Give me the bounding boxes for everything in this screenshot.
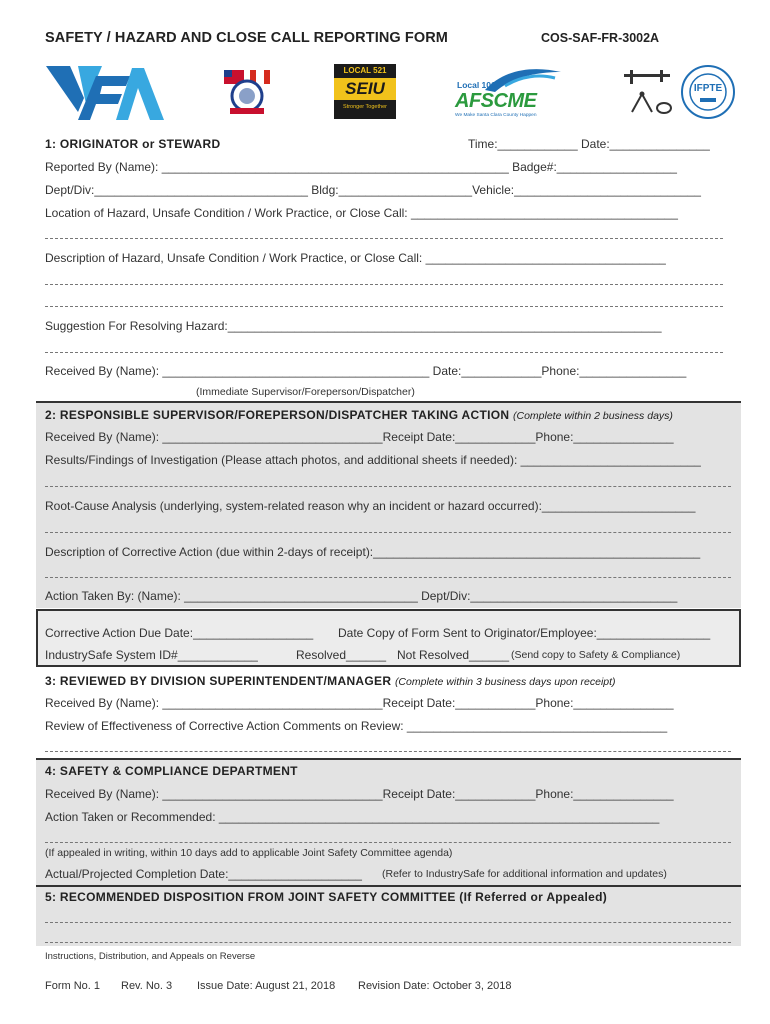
dept-bldg-vehicle-fields[interactable]: Dept/Div:________________________________ Bldg:____________________Vehicle:____________________________ (45, 183, 701, 197)
location-field[interactable]: Location of Hazard, Unsafe Condition / Work Practice, or Close Call: ________________________________________ (45, 206, 678, 220)
section2-title: 2: RESPONSIBLE SUPERVISOR/FOREPERSON/DISPATCHER TAKING ACTION (45, 408, 510, 422)
footer-rev-no: Rev. No. 3 (121, 980, 173, 992)
section2-heading (45, 408, 673, 422)
send-copy-note: (Send copy to Safety & Compliance) (511, 649, 681, 661)
afscme-text: AFSCME (455, 90, 537, 112)
section4-received-by-field[interactable]: Received By (Name): _________________________________Receipt Date:____________Phone:_______________ (45, 787, 674, 801)
seiu-tagline: Stronger Together (343, 104, 387, 110)
instructions-note: Instructions, Distribution, and Appeals on Reverse (45, 951, 256, 962)
action-recommended-line-2[interactable] (45, 842, 731, 843)
resolved-field[interactable]: Resolved______ (296, 648, 387, 662)
suggestion-field[interactable]: Suggestion For Resolving Hazard:_________________________________________________________________ (45, 319, 662, 333)
results-line-2[interactable] (45, 486, 731, 487)
section5-heading: 5: RECOMMENDED DISPOSITION FROM JOINT SAFETY COMMITTEE (If Referred or Appealed) (45, 890, 608, 904)
vta-logo (44, 64, 166, 122)
section3-title: 3: REVIEWED BY DIVISION SUPERINTENDENT/MANAGER (45, 674, 392, 688)
afscme-local: Local 101 (457, 80, 496, 90)
section3-note: (Complete within 3 business days upon receipt) (394, 676, 616, 688)
completion-date-field[interactable]: Actual/Projected Completion Date:____________________ (45, 867, 362, 881)
section2-note: (Complete within 2 business days) (513, 410, 673, 422)
section4-heading: 4: SAFETY & COMPLIANCE DEPARTMENT (45, 764, 298, 778)
appeal-note: (If appealed in writing, within 10 days add to applicable Joint Safety Committee agenda) (45, 847, 453, 859)
copy-sent-date-field[interactable]: Date Copy of Form Sent to Originator/Employee:_________________ (338, 626, 711, 640)
footer-issue-date: Issue Date: August 21, 2018 (197, 980, 336, 992)
section1-received-by-field[interactable]: Received By (Name): ________________________________________ Date:____________Phone:________________ (45, 364, 687, 378)
seiu-text: SEIU (334, 78, 396, 100)
tools-logo (620, 68, 678, 118)
corrective-action-line-2[interactable] (45, 577, 731, 578)
afscme-logo (455, 64, 565, 122)
reported-by-field[interactable]: Reported By (Name): ____________________________________________________ Badge#:__________________ (45, 160, 677, 174)
root-cause-field[interactable]: Root-Cause Analysis (underlying, system-related reason why an incident or hazard occurred):_______________________ (45, 499, 696, 513)
time-date-fields[interactable]: Time:____________ Date:_______________ (468, 137, 710, 151)
seiu-local: LOCAL 521 (343, 66, 387, 75)
section3-heading (45, 674, 616, 688)
disposition-line-2[interactable] (45, 942, 731, 943)
not-resolved-field[interactable]: Not Resolved______ (397, 648, 510, 662)
flags-union-logo (218, 64, 276, 120)
form-title: SAFETY / HAZARD AND CLOSE CALL REPORTING FORM (45, 30, 448, 46)
action-recommended-field[interactable]: Action Taken or Recommended: __________________________________________________________________ (45, 810, 660, 824)
industrysafe-id-field[interactable]: IndustrySafe System ID#____________ (45, 648, 258, 662)
section3-received-by-field[interactable]: Received By (Name): _________________________________Receipt Date:____________Phone:_______________ (45, 696, 674, 710)
results-field[interactable]: Results/Findings of Investigation (Please attach photos, and additional sheets if needed): ___________________________ (45, 453, 701, 467)
disposition-line-1[interactable] (45, 922, 731, 923)
ifpte-seal-logo (680, 64, 736, 120)
corrective-due-date-field[interactable]: Corrective Action Due Date:__________________ (45, 626, 314, 640)
section1-heading: 1: ORIGINATOR or STEWARD (45, 137, 221, 151)
suggestion-line-2[interactable] (45, 352, 723, 353)
ifpte-text: IFPTE (693, 83, 723, 94)
review-field[interactable]: Review of Effectiveness of Corrective Action Comments on Review: _______________________________________ (45, 719, 668, 733)
afscme-tagline: We Make Santa Clara County Happen (455, 113, 537, 118)
corrective-action-field[interactable]: Description of Corrective Action (due within 2-days of receipt):_________________________________________________ (45, 545, 701, 559)
review-line-2[interactable] (45, 751, 731, 752)
root-cause-line-2[interactable] (45, 532, 731, 533)
section2-received-by-field[interactable]: Received By (Name): _________________________________Receipt Date:____________Phone:_______________ (45, 430, 674, 444)
received-by-note: (Immediate Supervisor/Foreperson/Dispatcher) (196, 386, 415, 398)
footer-form-no: Form No. 1 (45, 980, 101, 992)
description-line-3[interactable] (45, 306, 723, 307)
footer-revision-date: Revision Date: October 3, 2018 (358, 980, 512, 992)
form-code: COS-SAF-FR-3002A (541, 31, 660, 45)
location-line-2[interactable] (45, 238, 723, 239)
description-line-2[interactable] (45, 284, 723, 285)
description-field[interactable]: Description of Hazard, Unsafe Condition / Work Practice, or Close Call: ____________________________________ (45, 251, 666, 265)
action-taken-by-field[interactable]: Action Taken By: (Name): ___________________________________ Dept/Div:_______________________________ (45, 589, 678, 603)
seiu-logo (334, 64, 396, 119)
refer-note: (Refer to IndustrySafe for additional information and updates) (382, 868, 667, 880)
